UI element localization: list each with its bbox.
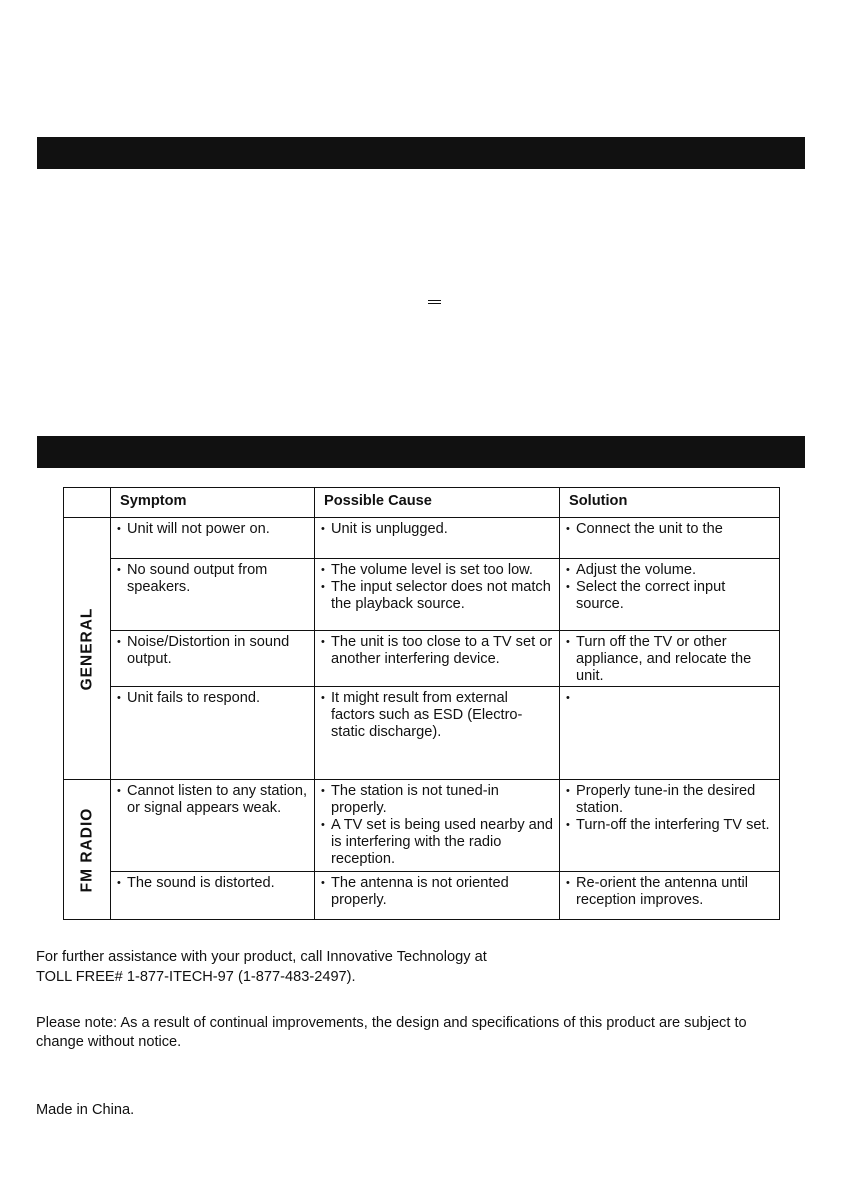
list-item — [117, 634, 310, 668]
assistance-text: For further assistance with your product, call Innovative Technology at — [36, 949, 487, 965]
list-item — [117, 521, 310, 538]
bullet-icon: • — [117, 564, 121, 576]
notice-text: Please note: As a result of continual improvements, the design and specifications of this product are subject to change without notice. — [36, 1015, 747, 1050]
list-item — [321, 634, 555, 668]
solution-cell — [560, 518, 780, 559]
bullet-icon: • — [566, 564, 570, 576]
table-row — [64, 687, 780, 780]
header-solution: Solution — [560, 488, 780, 518]
list-item — [117, 562, 310, 596]
bullet-icon: • — [321, 581, 325, 593]
section-label: FM RADIO — [78, 807, 96, 892]
solution-cell — [560, 780, 780, 872]
cause-text: The volume level is set too low. — [331, 562, 533, 578]
list-item — [566, 521, 775, 538]
list-item — [566, 783, 775, 817]
solution-text: Properly tune-in the desired station. — [576, 783, 756, 816]
cause-cell — [315, 631, 560, 687]
list-item — [566, 690, 775, 707]
bullet-icon: • — [321, 785, 325, 797]
solution-text: Turn-off the interfering TV set. — [576, 817, 770, 833]
section-label-cell — [64, 780, 111, 920]
list-item — [321, 562, 555, 579]
list-item — [321, 817, 555, 868]
list-item — [117, 875, 310, 892]
symptom-text: The sound is distorted. — [127, 875, 275, 891]
toll-free-text: TOLL FREE# 1-877-ITECH-97 (1-877-483-2497). — [36, 969, 356, 985]
list-item — [117, 783, 310, 817]
cause-cell — [315, 687, 560, 780]
bullet-icon: • — [321, 564, 325, 576]
symptom-cell — [111, 559, 315, 631]
bullet-icon: • — [117, 523, 121, 535]
cause-cell — [315, 518, 560, 559]
section-label: GENERAL — [78, 607, 96, 690]
list-item — [321, 690, 555, 741]
cause-text: It might result from external factors such as ESD (Electro-static discharge). — [331, 690, 523, 740]
list-item — [566, 579, 775, 613]
list-item — [321, 783, 555, 817]
list-item — [117, 690, 310, 707]
bullet-icon: • — [321, 819, 325, 831]
bullet-icon: • — [566, 819, 570, 831]
bullet-icon: • — [321, 523, 325, 535]
solution-text: Connect the unit to the — [576, 521, 723, 537]
header-symptom: Symptom — [111, 488, 315, 518]
solution-text: Select the correct input source. — [576, 579, 726, 612]
section-header-bar — [37, 436, 805, 468]
table-row — [64, 780, 780, 872]
cause-text: Unit is unplugged. — [331, 521, 448, 537]
symptom-text: Unit will not power on. — [127, 521, 270, 537]
solution-cell — [560, 559, 780, 631]
table-row — [64, 518, 780, 559]
bullet-icon: • — [566, 877, 570, 889]
cause-text: The antenna is not oriented properly. — [331, 875, 509, 908]
solution-cell — [560, 631, 780, 687]
symptom-text: Cannot listen to any station, or signal appears weak. — [127, 783, 308, 816]
cause-text: The station is not tuned-in properly. — [331, 783, 499, 816]
solution-text: Turn off the TV or other appliance, and relocate the unit. — [576, 634, 752, 684]
list-item — [566, 562, 775, 579]
dc-symbol-icon — [428, 300, 441, 307]
bullet-icon: • — [321, 877, 325, 889]
cause-text: The input selector does not match the playback source. — [331, 579, 551, 612]
header-possible-cause: Possible Cause — [315, 488, 560, 518]
solution-text — [576, 690, 775, 707]
bullet-icon: • — [566, 636, 570, 648]
solution-text: Re-orient the antenna until reception improves. — [576, 875, 748, 908]
section-header-bar — [37, 137, 805, 169]
cause-text: A TV set is being used nearby and is interfering with the radio reception. — [331, 817, 554, 867]
bullet-icon: • — [566, 785, 570, 797]
symptom-cell — [111, 518, 315, 559]
bullet-icon: • — [321, 636, 325, 648]
table-row — [64, 631, 780, 687]
symptom-text: No sound output from speakers. — [127, 562, 268, 595]
bullet-icon: • — [117, 692, 121, 704]
list-item — [321, 521, 555, 538]
bullet-icon: • — [566, 581, 570, 593]
bullet-icon: • — [117, 877, 121, 889]
table-row — [64, 559, 780, 631]
made-in-text: Made in China. — [36, 1102, 135, 1118]
section-label-cell — [64, 518, 111, 780]
list-item — [321, 579, 555, 613]
symptom-cell — [111, 687, 315, 780]
cause-text: The unit is too close to a TV set or another interfering device. — [331, 634, 553, 667]
bullet-icon: • — [566, 523, 570, 535]
solution-text: Adjust the volume. — [576, 562, 697, 578]
bullet-icon: • — [117, 785, 121, 797]
symptom-cell — [111, 631, 315, 687]
cause-cell — [315, 780, 560, 872]
table-row — [64, 872, 780, 920]
solution-cell — [560, 872, 780, 920]
symptom-cell — [111, 780, 315, 872]
cause-cell — [315, 872, 560, 920]
bullet-icon: • — [566, 692, 570, 704]
list-item — [566, 817, 775, 834]
cause-cell — [315, 559, 560, 631]
list-item — [566, 875, 775, 909]
table-header-row — [64, 488, 780, 518]
solution-cell — [560, 687, 780, 780]
troubleshooting-table — [63, 487, 780, 920]
bullet-icon: • — [321, 692, 325, 704]
bullet-icon: • — [117, 636, 121, 648]
symptom-text: Unit fails to respond. — [127, 690, 261, 706]
symptom-cell — [111, 872, 315, 920]
symptom-text: Noise/Distortion in sound output. — [127, 634, 290, 667]
list-item — [321, 875, 555, 909]
list-item — [566, 634, 775, 685]
header-spacer — [64, 488, 111, 518]
